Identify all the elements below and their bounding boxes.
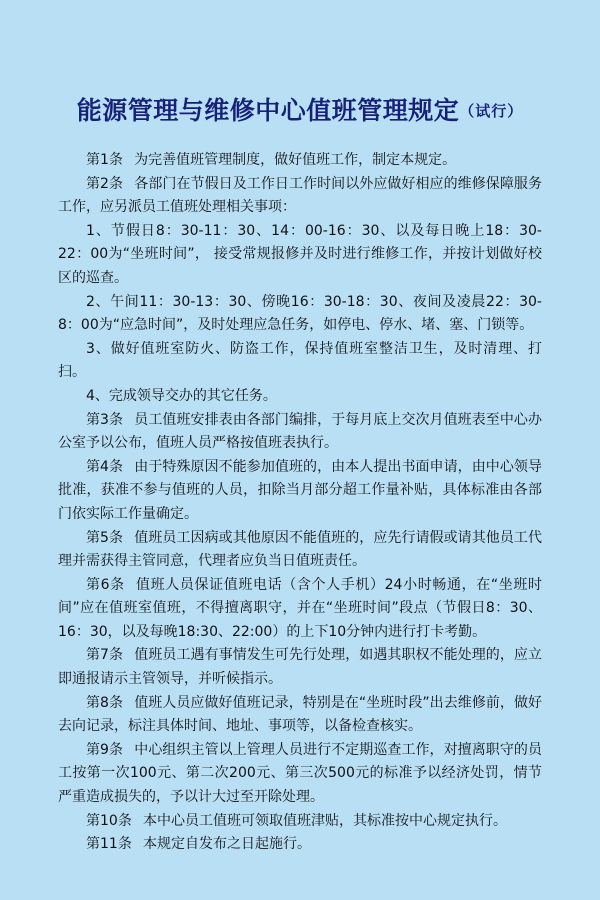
article-6 bbox=[58, 574, 542, 645]
article-1 bbox=[58, 149, 542, 173]
article-number: 第1条 bbox=[86, 152, 123, 168]
article-11 bbox=[58, 833, 542, 857]
article-2-item-3 bbox=[58, 338, 542, 385]
article-number: 第6条 bbox=[86, 576, 125, 593]
article-text: 员工值班安排表由各部门编排，于每月底上交次月值班表至中心办公室予以公布，值班人员严格按值班表执行。 bbox=[58, 411, 542, 452]
article-number: 第8条 bbox=[86, 694, 124, 711]
article-10 bbox=[58, 810, 542, 834]
document-title bbox=[58, 93, 542, 129]
item-text: 1、节假日8：30-11：30、14：00-16：30、以及每日晚上18：30-22：00为“坐班时间”， 接受常规报修并及时进行维修工作，并按计划做好校区的巡查。 bbox=[58, 222, 542, 286]
article-text: 值班员工遇有事情发生可先行处理，如遇其职权不能处理的，应立即通报请示主管领导，并听候指示。 bbox=[58, 647, 542, 688]
article-number: 第9条 bbox=[86, 741, 124, 758]
article-2 bbox=[58, 173, 542, 220]
article-3 bbox=[58, 409, 542, 456]
article-number: 第4条 bbox=[86, 458, 124, 475]
article-text: 为完善值班管理制度，做好值班工作，制定本规定。 bbox=[134, 152, 457, 168]
article-2-item-4 bbox=[58, 385, 542, 409]
article-4 bbox=[58, 456, 542, 527]
article-text: 值班人员应做好值班记录，特别是在“坐班时段”出去维修前，做好去向记录，标注具体时间、地址、事项等，以备检查核实。 bbox=[58, 694, 542, 735]
article-text: 中心组织主管以上管理人员进行不定期巡查工作，对擅离职守的员工按第一次100元、第二次200元、第三次500元的标准予以经济处罚，情节严重造成损失的，予以计大过至开除处理。 bbox=[58, 741, 542, 806]
document-body bbox=[58, 149, 542, 857]
article-number: 第2条 bbox=[86, 175, 124, 192]
title-main: 能源管理与维修中心值班管理规定 bbox=[76, 96, 460, 125]
article-5 bbox=[58, 527, 542, 574]
title-suffix: （试行） bbox=[459, 102, 524, 120]
article-7 bbox=[58, 644, 542, 691]
item-text: 2、午间11：30-13：30、傍晚16：30-18：30、夜间及凌晨22：30-8：00为“应急时间”，及时处理应急任务，如停电、停水、堵、塞、门锁等。 bbox=[58, 293, 542, 334]
article-2-item-1 bbox=[58, 220, 542, 291]
article-text: 各部门在节假日及工作日工作时间以外应做好相应的维修保障服务工作，应另派员工值班处理相关事项： bbox=[58, 175, 542, 216]
article-text: 由于特殊原因不能参加值班的，由本人提出书面申请，由中心领导批准，获准不参与值班的人员，扣除当月部分超工作量补贴，具体标准由各部门依实际工作量确定。 bbox=[58, 458, 542, 522]
article-8 bbox=[58, 692, 542, 739]
article-number: 第11条 bbox=[86, 836, 132, 853]
article-text: 值班员工因病或其他原因不能值班的，应先行请假或请其他员工代理并需获得主管同意，代理者应负当日值班责任。 bbox=[58, 529, 542, 570]
item-text: 3、做好值班室防火、防盗工作，保持值班室整洁卫生，及时清理、打扫。 bbox=[58, 340, 542, 381]
article-text: 本规定自发布之日起施行。 bbox=[143, 836, 312, 853]
article-text: 值班人员保证值班电话（含个人手机）24小时畅通，在“坐班时间”应在值班室值班，不得擅离职守，并在“坐班时间”段点（节假日8：30、16：30，以及每晚18:30、22:00）的上下10分钟内进行打卡考勤。 bbox=[58, 576, 542, 640]
article-number: 第5条 bbox=[86, 529, 124, 546]
article-9 bbox=[58, 739, 542, 810]
article-text: 本中心员工值班可领取值班津贴，其标准按中心规定执行。 bbox=[143, 812, 508, 829]
article-2-item-2 bbox=[58, 291, 542, 338]
article-number: 第3条 bbox=[86, 411, 124, 428]
article-number: 第10条 bbox=[86, 812, 132, 829]
article-number: 第7条 bbox=[86, 647, 124, 664]
item-text: 4、完成领导交办的其它任务。 bbox=[86, 387, 277, 404]
